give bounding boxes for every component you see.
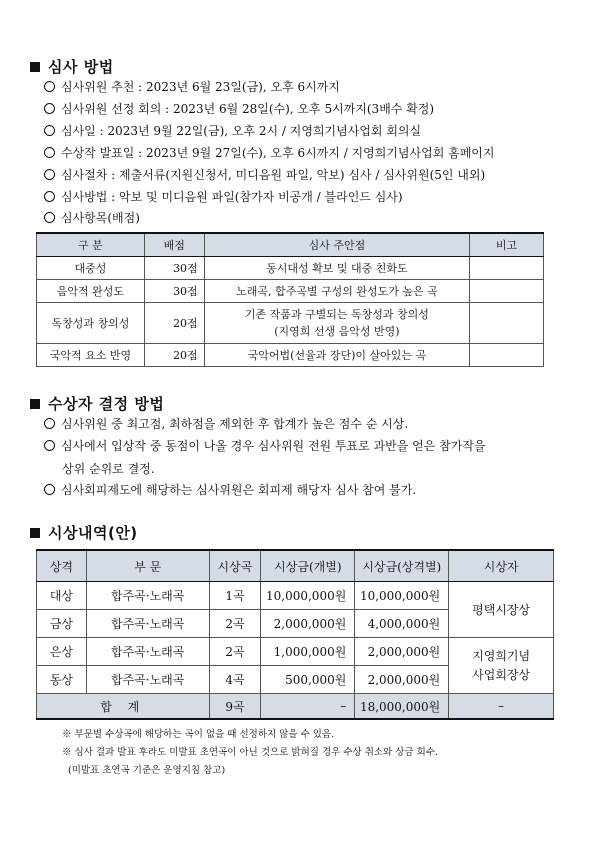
circle-bullet-icon <box>44 440 55 451</box>
section-title: 심사 방법 <box>48 58 114 76</box>
awarder-line: 사업회장상 <box>472 667 531 682</box>
table-row <box>37 280 544 303</box>
total-each-cell: – <box>261 694 355 720</box>
list-item-text: 심사항목(배점) <box>61 211 140 225</box>
category-cell: 대중성 <box>37 257 145 280</box>
grade-cell: 은상 <box>37 638 87 666</box>
prize-total-cell: 10,000,000원 <box>355 582 449 610</box>
circle-bullet-icon <box>44 125 55 136</box>
list-item <box>44 210 140 226</box>
circle-bullet-icon <box>44 103 55 114</box>
awarder-cell <box>449 638 554 694</box>
prize-total-cell: 2,000,000원 <box>355 666 449 694</box>
table-row <box>37 582 554 610</box>
footnote: ※ 심사 결과 발표 후라도 미발표 초연곡이 아닌 것으로 밝혀질 경우 수상 취소와 상금 회수. <box>62 747 438 758</box>
section-heading-awards <box>30 522 138 543</box>
field-cell: 합주곡·노래곡 <box>86 666 209 694</box>
total-count-cell: 9곡 <box>209 694 261 720</box>
footnote: ※ 부문별 수상곡에 해당하는 곡이 없을 때 선정하지 않을 수 있음. <box>62 729 335 740</box>
prize-each-cell: 1,000,000원 <box>261 638 355 666</box>
list-item-text: 심사에서 입상작 중 동점이 나올 경우 심사위원 전원 투표로 과반을 얻은 참가작을 <box>61 439 486 453</box>
list-item-text: 심사위원 선정 회의 : 2023년 6월 28일(수), 오후 5시까지(3배수 확정) <box>61 102 435 116</box>
list-item <box>44 79 340 95</box>
square-bullet-icon <box>30 62 40 72</box>
note-cell <box>470 257 544 280</box>
table-row <box>37 638 554 666</box>
grade-cell: 동상 <box>37 666 87 694</box>
category-cell: 음악적 완성도 <box>37 280 145 303</box>
focus-line: 기존 작품과 구별되는 독창성과 창의성 <box>244 308 429 321</box>
list-item-continuation: 상위 순위로 결정. <box>62 462 155 476</box>
list-item <box>44 438 486 454</box>
grade-cell: 대상 <box>37 582 87 610</box>
points-cell: 30점 <box>144 280 204 303</box>
grade-cell: 금상 <box>37 610 87 638</box>
prize-each-cell: 500,000원 <box>261 666 355 694</box>
points-cell: 30점 <box>144 257 204 280</box>
list-item-text: 심사회피제도에 해당하는 심사위원은 회피제 해당자 심사 참여 불가. <box>61 483 417 497</box>
count-cell: 2곡 <box>209 638 261 666</box>
awarder-cell: 평택시장상 <box>449 582 554 638</box>
scoring-table <box>36 232 544 367</box>
table-row <box>37 257 544 280</box>
awarder-line: 지영희기념 <box>472 648 531 663</box>
list-item <box>44 416 408 432</box>
awards-table <box>36 549 554 720</box>
column-header: 비고 <box>470 233 544 257</box>
list-item <box>44 167 485 183</box>
square-bullet-icon <box>30 399 40 409</box>
total-awarder-cell: – <box>449 694 554 720</box>
focus-cell: 동시대성 확보 및 대중 친화도 <box>204 257 469 280</box>
circle-bullet-icon <box>44 81 55 92</box>
list-item-text: 심사절차 : 제출서류(지원신청서, 미디음원 파일, 악보) 심사 / 심사위원(5인 내외) <box>61 168 486 182</box>
count-cell: 2곡 <box>209 610 261 638</box>
total-label-cell: 합 계 <box>37 694 210 720</box>
list-item <box>44 189 403 205</box>
column-header: 부 문 <box>86 550 209 582</box>
count-cell: 1곡 <box>209 582 261 610</box>
note-cell <box>470 280 544 303</box>
column-header: 배점 <box>144 233 204 257</box>
field-cell: 합주곡·노래곡 <box>86 582 209 610</box>
points-cell: 20점 <box>144 344 204 367</box>
points-cell: 20점 <box>144 303 204 344</box>
focus-cell: 국악어법(선율과 장단)이 살아있는 곡 <box>204 344 469 367</box>
list-item <box>44 145 494 161</box>
list-item-text: 심사일 : 2023년 9월 22일(금), 오후 2시 / 지영희기념사업회 회의실 <box>61 124 422 138</box>
square-bullet-icon <box>30 528 40 538</box>
table-total-row <box>37 694 554 720</box>
table-row <box>37 344 544 367</box>
category-cell: 국악적 요소 반영 <box>37 344 145 367</box>
note-cell <box>470 344 544 367</box>
column-header: 구 분 <box>37 233 145 257</box>
list-item <box>44 123 421 139</box>
table-header-row <box>37 233 544 257</box>
note-cell <box>470 303 544 344</box>
column-header: 상격 <box>37 550 87 582</box>
list-item <box>44 101 434 117</box>
field-cell: 합주곡·노래곡 <box>86 610 209 638</box>
section-title: 시상내역(안) <box>48 524 138 542</box>
circle-bullet-icon <box>44 212 55 223</box>
prize-total-cell: 4,000,000원 <box>355 610 449 638</box>
list-item-text: 심사위원 추천 : 2023년 6월 23일(금), 오후 6시까지 <box>61 80 340 94</box>
prize-each-cell: 10,000,000원 <box>261 582 355 610</box>
circle-bullet-icon <box>44 169 55 180</box>
table-header-row <box>37 550 554 582</box>
category-cell: 독창성과 창의성 <box>37 303 145 344</box>
column-header: 시상곡 <box>209 550 261 582</box>
circle-bullet-icon <box>44 418 55 429</box>
total-prize-cell: 18,000,000원 <box>355 694 449 720</box>
column-header: 시상금(개별) <box>261 550 355 582</box>
list-item <box>44 482 416 498</box>
table-row <box>37 303 544 344</box>
section-heading-winner-decision <box>30 393 164 414</box>
list-item-text: 심사방법 : 악보 및 미디음원 파일(참가자 비공개 / 블라인드 심사) <box>61 190 403 204</box>
focus-cell <box>204 303 469 344</box>
field-cell: 합주곡·노래곡 <box>86 638 209 666</box>
circle-bullet-icon <box>44 147 55 158</box>
section-heading-review-method <box>30 56 114 77</box>
column-header: 시상자 <box>449 550 554 582</box>
focus-line: (지영희 선생 음악성 반영) <box>274 325 400 338</box>
circle-bullet-icon <box>44 484 55 495</box>
prize-total-cell: 2,000,000원 <box>355 638 449 666</box>
list-item-text: 심사위원 중 최고점, 최하점을 제외한 후 합계가 높은 점수 순 시상. <box>61 417 409 431</box>
section-title: 수상자 결정 방법 <box>48 395 165 413</box>
count-cell: 4곡 <box>209 666 261 694</box>
footnote: (미발표 초연곡 기준은 운영지침 참고) <box>68 765 226 776</box>
prize-each-cell: 2,000,000원 <box>261 610 355 638</box>
column-header: 심사 주안점 <box>204 233 469 257</box>
column-header: 시상금(상격별) <box>355 550 449 582</box>
focus-cell: 노래곡, 합주곡별 구성의 완성도가 높은 곡 <box>204 280 469 303</box>
circle-bullet-icon <box>44 191 55 202</box>
list-item-text: 수상작 발표일 : 2023년 9월 27일(수), 오후 6시까지 / 지영희기념사업회 홈페이지 <box>61 146 495 160</box>
